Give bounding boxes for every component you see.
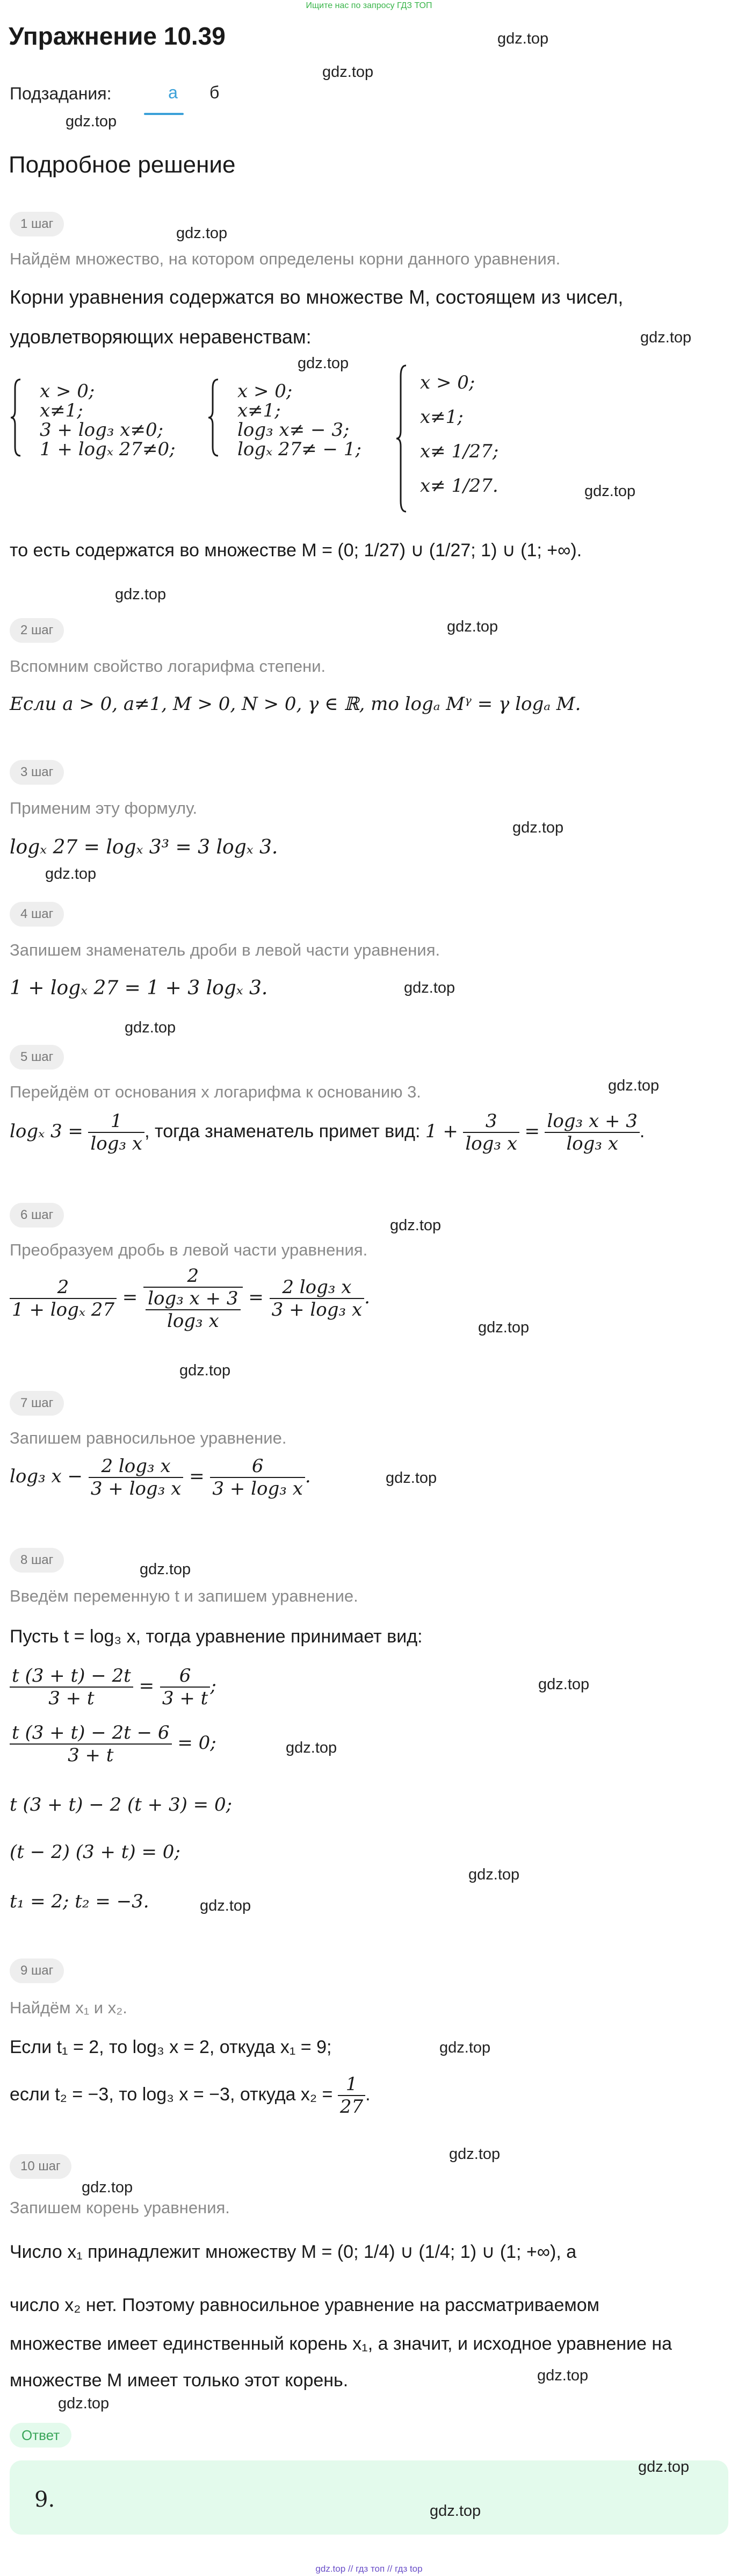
watermark: gdz.top	[176, 225, 228, 242]
step-badge: 5 шаг	[10, 1045, 64, 1070]
denominator	[143, 1288, 242, 1332]
step-text: удовлетворяющих неравенствам:	[10, 326, 312, 348]
denominator: log₃ x	[90, 1133, 143, 1154]
step-description: Найдём x₁ и x₂.	[10, 1998, 127, 2017]
denominator: 3 + log₃ x	[271, 1299, 363, 1321]
numerator: 2 log₃ x	[270, 1276, 364, 1299]
inequality: x≠1;	[237, 400, 281, 421]
page-title: Упражнение 10.39	[9, 22, 226, 50]
numerator: log₃ x + 3	[545, 1110, 639, 1133]
watermark: gdz.top	[200, 1897, 251, 1914]
equals: =	[524, 1120, 540, 1142]
answer-box	[10, 2460, 728, 2535]
numerator: 2 log₃ x	[89, 1455, 183, 1478]
formula-line: logₓ 3 = $\frac{1}{\text{log₃ x}}$ , тогда знаменатель примет вид: 1 + $\frac{3}{\text{log₃ x}}$ = $\frac{\text{log₃ x + 3}}{\text{log₃ x}}$ .	[10, 1110, 645, 1154]
brace-icon	[10, 377, 23, 458]
fraction	[270, 1276, 364, 1321]
formula: t (3 + t) − 2 (t + 3) = 0;	[10, 1794, 233, 1816]
formula-line: log₃ x − $\frac{\text{2 log₃ x}}{\text{3 + log₃ x}}$ = $\frac{6}{\text{3 + log₃ x}}$ .	[10, 1455, 311, 1499]
watermark: gdz.top	[537, 2367, 589, 2384]
fraction	[210, 1455, 305, 1499]
step-badge: 8 шаг	[10, 1548, 64, 1573]
formula: t₁ = 2; t₂ = −3.	[10, 1891, 149, 1912]
answer-value: 9.	[34, 2487, 55, 2512]
watermark: gdz.top	[66, 113, 117, 130]
formula-line	[10, 1722, 216, 1766]
watermark: gdz.top	[286, 1739, 337, 1756]
step-badge: 6 шаг	[10, 1203, 64, 1228]
watermark: gdz.top	[125, 1019, 176, 1036]
formula-part: log₃ x −	[10, 1466, 83, 1487]
numerator: 3	[463, 1110, 519, 1133]
watermark: gdz.top	[538, 1676, 590, 1693]
watermark: gdz.top	[638, 2458, 690, 2475]
watermark: gdz.top	[45, 865, 97, 882]
step-badge: 7 шаг	[10, 1391, 64, 1416]
inequality: x≠1;	[40, 400, 83, 421]
numerator: t (3 + t) − 2t − 6	[10, 1722, 172, 1745]
step-description: Вспомним свойство логарифма степени.	[10, 657, 326, 676]
watermark: gdz.top	[449, 2146, 501, 2163]
step-badge: 9 шаг	[10, 1958, 64, 1983]
inequality: x≠ 1/27;	[420, 441, 499, 462]
formula: (t − 2) (3 + t) = 0;	[10, 1841, 180, 1863]
watermark: gdz.top	[179, 1362, 231, 1379]
watermark: gdz.top	[439, 2039, 491, 2056]
numerator: 6	[160, 1665, 210, 1688]
formula-part: logₓ 3 =	[10, 1120, 83, 1142]
inequality: x≠ 1/27.	[420, 475, 498, 497]
fraction	[10, 1665, 133, 1709]
fraction	[463, 1110, 519, 1154]
system-1	[10, 377, 192, 458]
step-text: Если t₁ = 2, то log₃ x = 2, откуда x₁ = 9;	[10, 2037, 332, 2057]
inequality: 1 + logₓ 27≠0;	[40, 439, 176, 460]
active-tab-indicator	[144, 113, 184, 115]
step-description: Применим эту формулу.	[10, 799, 198, 817]
numerator: t (3 + t) − 2t	[10, 1665, 133, 1688]
fraction	[338, 2073, 365, 2118]
watermark: gdz.top	[404, 979, 455, 996]
watermark: gdz.top	[584, 483, 636, 500]
step-text: Число x₁ принадлежит множеству M = (0; 1/4) ∪ (1/4; 1) ∪ (1; +∞), а	[10, 2242, 577, 2262]
formula-line: $\frac{t (3 + t) - 2t}{3 + t}$ = $\frac{6}{3 + t}$ ;	[10, 1665, 216, 1709]
watermark: gdz.top	[608, 1077, 660, 1094]
denominator: 1 + logₓ 27	[12, 1299, 114, 1321]
denominator: log₃ x	[167, 1310, 219, 1332]
fraction	[89, 1455, 183, 1499]
watermark: gdz.top	[640, 329, 692, 346]
step-text: Корни уравнения содержатся во множестве M, состоящем из чисел,	[10, 286, 624, 308]
step-description: Запишем знаменатель дроби в левой части уравнения.	[10, 941, 440, 959]
step-badge: 10 шаг	[10, 2154, 71, 2179]
footer-links[interactable]: gdz.top // гдз топ // гдз top	[315, 2564, 423, 2574]
system-2	[207, 377, 390, 458]
step-description: Запишем корень уравнения.	[10, 2198, 230, 2217]
answer-label: Ответ	[10, 2423, 71, 2448]
step-badge: 3 шаг	[10, 760, 64, 785]
watermark: gdz.top	[386, 1469, 437, 1487]
step-description: Преобразуем дробь в левой части уравнения.	[10, 1240, 368, 1259]
numerator: log₃ x + 3	[146, 1288, 240, 1310]
watermark: gdz.top	[497, 30, 549, 47]
watermark: gdz.top	[115, 586, 167, 603]
brace-icon	[207, 377, 220, 458]
formula: logₓ 27 = logₓ 3³ = 3 logₓ 3.	[10, 836, 278, 858]
denominator: 3 + t	[162, 1688, 208, 1709]
inequality: x > 0;	[237, 381, 293, 402]
denominator: log₃ x	[465, 1133, 518, 1154]
watermark: gdz.top	[82, 2179, 133, 2196]
step-text: Пусть t = log₃ x, тогда уравнение принимает вид:	[10, 1626, 423, 1647]
step-description: Запишем равносильное уравнение.	[10, 1429, 287, 1447]
formula-line: $\frac{2}{\text{1 + logₓ 27}}$ = $\frac{2}{\frac{\text{log₃ x + 3}}{\text{log₃ x}}}$ = $\frac{\text{2 log₃ x}}{\text{3 + log₃ x}}$ .	[10, 1265, 370, 1332]
denominator: 3 + t	[48, 1688, 95, 1709]
step-text: если t₂ = −3, то log₃ x = −3, откуда x₂ =	[10, 2084, 333, 2105]
watermark: gdz.top	[478, 1319, 530, 1336]
subtasks-label: Подзадания:	[10, 84, 112, 103]
formula-text: , тогда знаменатель примет вид:	[144, 1121, 421, 1142]
step-text: число x₂ нет. Поэтому равносильное уравнение на рассматриваемом	[10, 2295, 600, 2315]
watermark: gdz.top	[447, 618, 498, 635]
numerator: 2	[143, 1265, 242, 1288]
numerator: 1	[88, 1110, 144, 1133]
fraction	[143, 1265, 242, 1332]
formula-line: если t₂ = −3, то log₃ x = −3, откуда x₂ = $\frac{1}{27}$ .	[10, 2073, 371, 2118]
fraction	[10, 1276, 117, 1321]
inequality: 3 + log₃ x≠0;	[40, 419, 164, 441]
inequality: x > 0;	[40, 381, 95, 402]
denominator: 3 + log₃ x	[212, 1478, 303, 1499]
numerator: 6	[210, 1455, 305, 1478]
watermark: gdz.top	[468, 1866, 520, 1883]
fraction	[88, 1110, 144, 1154]
formula: 1 + logₓ 27 = 1 + 3 logₓ 3.	[10, 977, 268, 999]
formula-part: = 0;	[177, 1732, 216, 1754]
watermark: gdz.top	[140, 1561, 191, 1578]
formula-part: 1 +	[425, 1120, 458, 1142]
step-description: Найдём множество, на котором определены корни данного уравнения.	[10, 249, 561, 268]
step-description: Введём переменную t и запишем уравнение.	[10, 1587, 358, 1605]
brace-icon	[395, 363, 408, 514]
watermark: gdz.top	[430, 2502, 481, 2520]
watermark: gdz.top	[322, 63, 374, 81]
inequality: log₃ x≠ − 3;	[237, 419, 350, 441]
watermark: gdz.top	[58, 2395, 110, 2412]
step-result: то есть содержатся во множестве M = (0; 1/27) ∪ (1/27; 1) ∪ (1; +∞).	[10, 540, 582, 561]
numerator: 2	[10, 1276, 117, 1299]
denominator: 3 + t	[68, 1745, 114, 1766]
watermark: gdz.top	[390, 1217, 442, 1234]
step-text: множестве имеет единственный корень x₁, а значит, и исходное уравнение на	[10, 2334, 672, 2354]
fraction	[545, 1110, 639, 1154]
system-3	[395, 363, 524, 514]
step-badge: 1 шаг	[10, 212, 64, 236]
formula: Если a > 0, a≠1, M > 0, N > 0, γ ∈ ℝ, то logₐ Mᵞ = γ logₐ M.	[10, 693, 581, 715]
tab-b[interactable]: б	[209, 83, 220, 102]
step-text: множестве M имеет только этот корень.	[10, 2370, 349, 2391]
watermark: gdz.top	[298, 355, 349, 372]
fraction	[160, 1665, 210, 1709]
tab-a[interactable]: а	[168, 83, 178, 102]
denominator: log₃ x	[566, 1133, 619, 1154]
fraction	[10, 1722, 172, 1766]
step-badge: 2 шаг	[10, 618, 64, 643]
denominator: 3 + log₃ x	[90, 1478, 182, 1499]
step-description: Перейдём от основания x логарифма к основанию 3.	[10, 1082, 421, 1101]
numerator: 1	[338, 2073, 365, 2096]
watermark: gdz.top	[512, 819, 564, 836]
section-title: Подробное решение	[9, 152, 236, 178]
inequality: x≠1;	[420, 406, 464, 428]
denominator: 27	[339, 2096, 364, 2118]
inequality: logₓ 27≠ − 1;	[237, 439, 361, 460]
top-banner[interactable]: Ищите нас по запросу ГДЗ ТОП	[306, 1, 432, 10]
step-badge: 4 шаг	[10, 902, 64, 927]
inequality: x > 0;	[420, 372, 475, 393]
